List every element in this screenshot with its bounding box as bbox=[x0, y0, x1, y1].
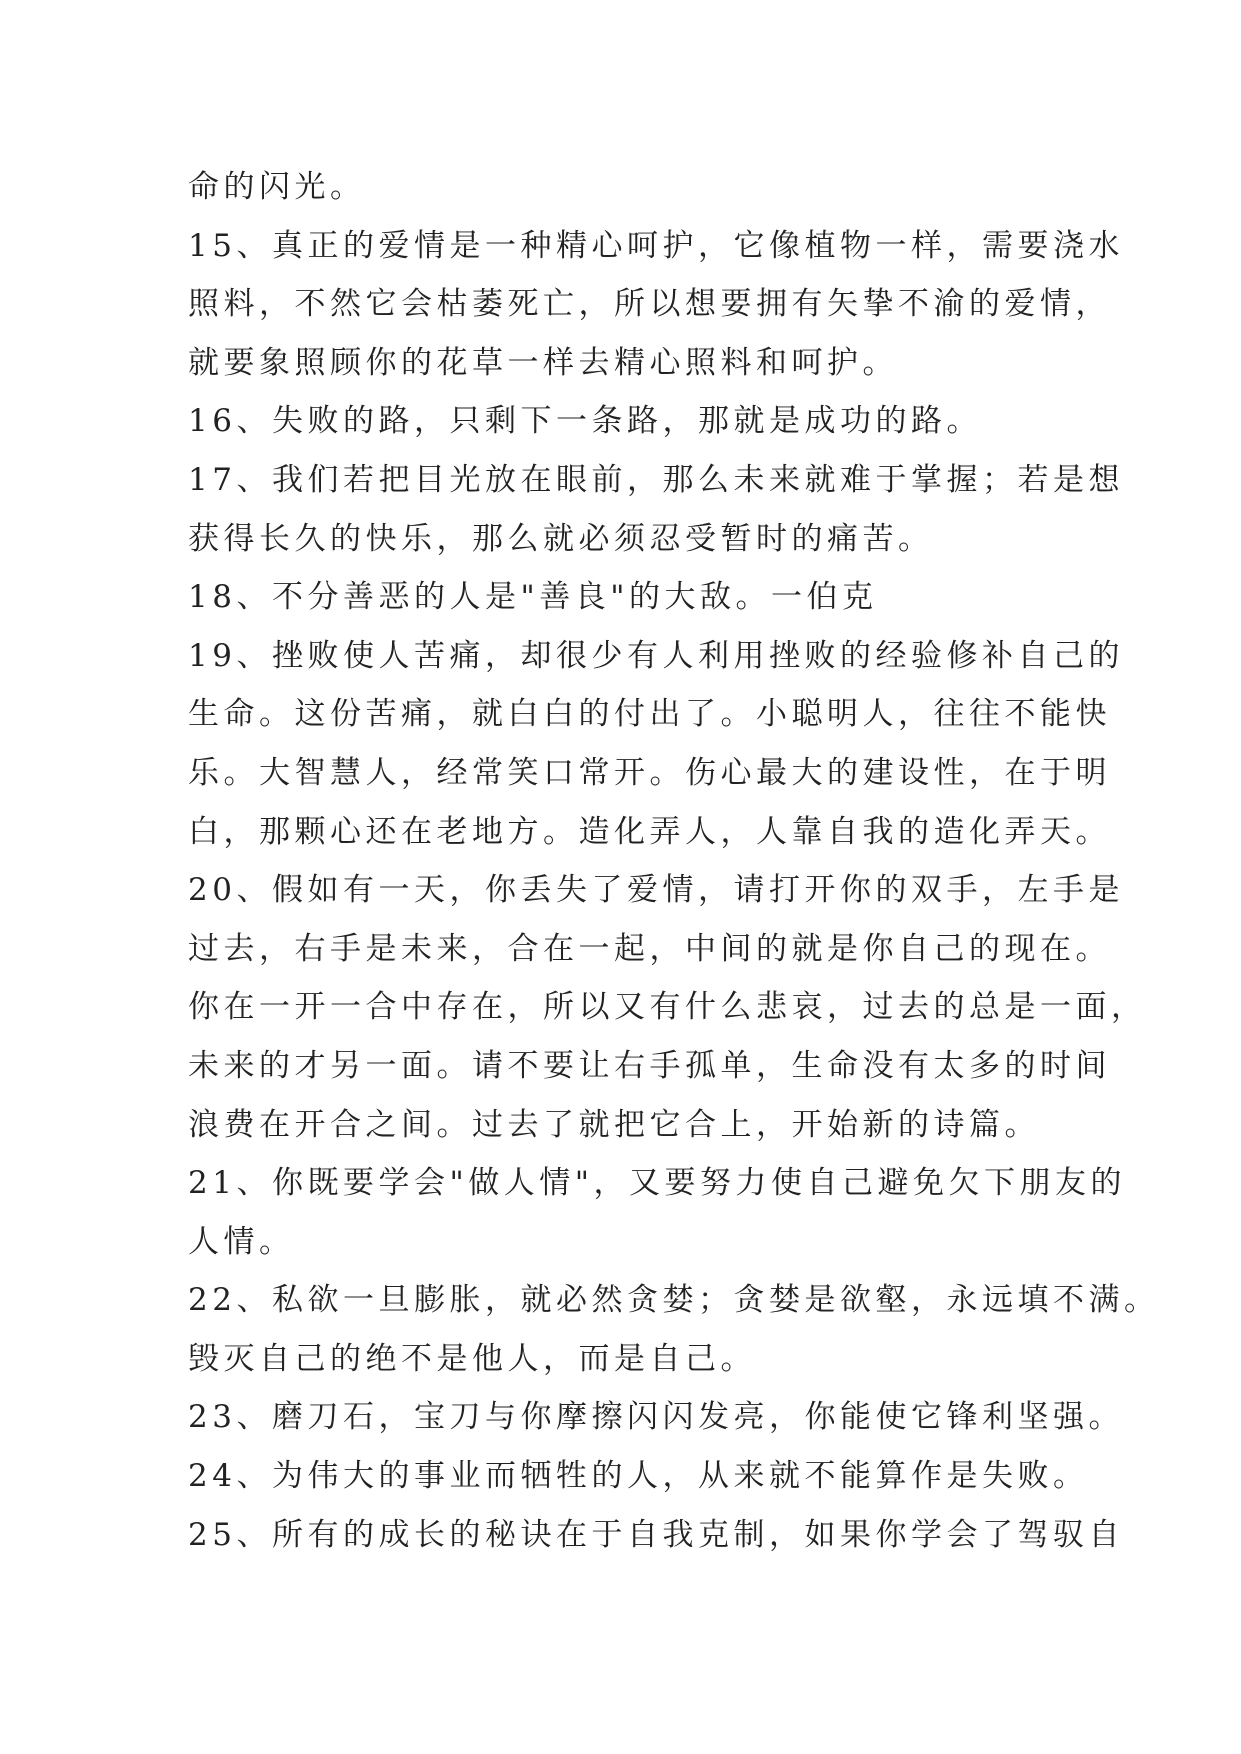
text-line: 浪费在开合之间。过去了就把它合上，开始新的诗篇。 bbox=[188, 1106, 1040, 1143]
text-line: 19、挫败使人苦痛，却很少有人利用挫败的经验修补自己的 bbox=[188, 637, 1124, 674]
text-line: 照料，不然它会枯萎死亡，所以想要拥有矢挚不渝的爱情， bbox=[188, 286, 1111, 323]
text-line: 17、我们若把目光放在眼前，那么未来就难于掌握；若是想 bbox=[188, 461, 1124, 498]
text-line: 你在一开一合中存在，所以又有什么悲哀，过去的总是一面， bbox=[188, 989, 1147, 1026]
text-line: 生命。这份苦痛，就白白的付出了。小聪明人，往往不能快 bbox=[188, 696, 1111, 733]
text-line: 白，那颗心还在老地方。造化弄人，人靠自我的造化弄天。 bbox=[188, 813, 1111, 850]
document-body bbox=[188, 158, 1160, 1564]
text-line: 命的闪光。 bbox=[188, 169, 366, 205]
text-line: 就要象照顾你的花草一样去精心照料和呵护。 bbox=[188, 344, 898, 381]
text-line: 获得长久的快乐，那么就必须忍受暂时的痛苦。 bbox=[188, 520, 934, 557]
text-line: 乐。大智慧人，经常笑口常开。伤心最大的建设性，在于明 bbox=[188, 754, 1111, 791]
text-line: 18、不分善恶的人是"善良"的大敌。一伯克 bbox=[188, 579, 878, 616]
text-line: 人情。 bbox=[188, 1223, 295, 1260]
text-line: 25、所有的成长的秘诀在于自我克制，如果你学会了驾驭自 bbox=[188, 1516, 1124, 1553]
text-line: 21、你既要学会"做人情"，又要努力使自己避免欠下朋友的 bbox=[188, 1165, 1126, 1202]
text-line: 24、为伟大的事业而牺牲的人，从来就不能算作是失败。 bbox=[188, 1458, 1089, 1495]
text-line: 16、失败的路，只剩下一条路，那就是成功的路。 bbox=[188, 403, 982, 440]
text-line: 毁灭自己的绝不是他人，而是自己。 bbox=[188, 1340, 756, 1377]
text-line: 过去，右手是未来，合在一起，中间的就是你自己的现在。 bbox=[188, 930, 1111, 967]
text-line: 15、真正的爱情是一种精心呵护，它像植物一样，需要浇水 bbox=[188, 227, 1124, 264]
text-line: 23、磨刀石，宝刀与你摩擦闪闪发亮，你能使它锋利坚强。 bbox=[188, 1399, 1124, 1436]
text-line: 20、假如有一天，你丢失了爱情，请打开你的双手，左手是 bbox=[188, 872, 1124, 909]
text-line: 22、私欲一旦膨胀，就必然贪婪；贪婪是欲壑，永远填不满。 bbox=[188, 1282, 1160, 1319]
text-line: 未来的才另一面。请不要让右手孤单，生命没有太多的时间 bbox=[188, 1047, 1111, 1084]
